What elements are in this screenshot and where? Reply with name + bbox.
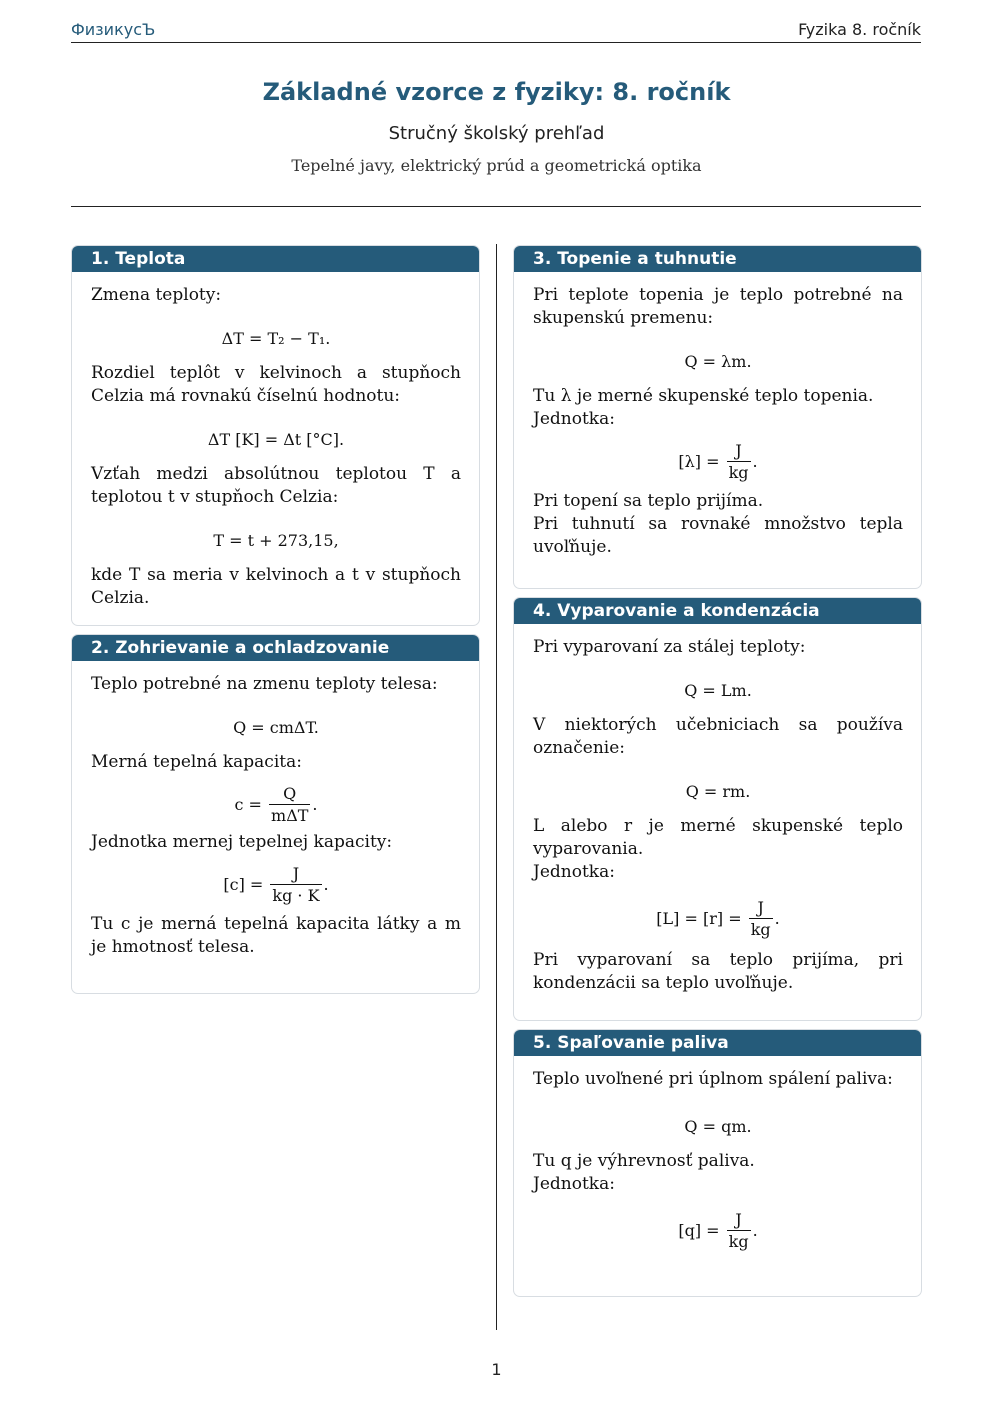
formula: Q = rm. (685, 782, 751, 801)
fraction-numerator: J (727, 1210, 751, 1231)
section-heading: 5. Spaľovanie paliva (514, 1030, 921, 1056)
header-brand: ФизикусЪ (71, 20, 156, 39)
fraction-numerator: J (270, 864, 321, 885)
formula: Q = cmΔT. (233, 718, 319, 737)
formula (533, 441, 903, 484)
section-text: Pri tuhnutí sa rovnaké množstvo tepla uvoľňuje. (533, 514, 903, 557)
section-text: L alebo r je merné skupenské teplo vyparovania. (533, 816, 903, 859)
formula (533, 898, 903, 941)
fraction (749, 898, 773, 941)
section-heading: 3. Topenie a tuhnutie (514, 246, 921, 272)
fraction-numerator: Q (269, 784, 310, 805)
header-course: Fyzika 8. ročník (798, 20, 921, 39)
fraction (269, 784, 310, 827)
formula-lhs: c = (234, 795, 262, 814)
section-heading: 4. Vyparovanie a kondenzácia (514, 598, 921, 624)
formula-tail: . (312, 795, 318, 814)
section-text: Vzťah medzi absolútnou teplotou T a teplotou t v stupňoch Celzia: (91, 464, 461, 507)
fraction-numerator: J (727, 441, 751, 462)
formula-lhs: [λ] = (678, 452, 720, 471)
fraction-denominator: kg (750, 920, 771, 939)
header-rule (71, 42, 921, 43)
formula-tail: . (752, 452, 758, 471)
formula (91, 784, 461, 827)
formula-lhs: [q] = (678, 1221, 720, 1240)
section-text: Rozdiel teplôt v kelvinoch a stupňoch Celzia má rovnakú číselnú hodnotu: (91, 363, 461, 406)
section-text: Zmena teploty: (91, 285, 222, 305)
section-vyparovanie (513, 597, 922, 1021)
section-zohrievanie (71, 634, 480, 994)
formula (91, 864, 461, 907)
fraction-numerator: J (749, 898, 773, 919)
section-text: Merná tepelná kapacita: (91, 752, 302, 772)
section-text: Pri topení sa teplo prijíma. (533, 491, 764, 511)
formula: T = t + 273,15, (213, 531, 339, 550)
formula: Q = Lm. (684, 681, 752, 700)
fraction-denominator: kg (728, 1232, 749, 1251)
section-text: Pri vyparovaní sa teplo prijíma, pri kondenzácii sa teplo uvoľňuje. (533, 950, 903, 993)
page-subtitle: Stručný školský prehľad (388, 123, 605, 144)
section-text: Tu c je merná tepelná kapacita látky a m je hmotnosť telesa. (91, 914, 461, 957)
section-text: Teplo uvoľnené pri úplnom spálení paliva: (533, 1069, 893, 1089)
formula: Q = qm. (684, 1117, 752, 1136)
fraction (727, 1210, 751, 1253)
formula: ΔT = T₂ − T₁. (221, 329, 331, 348)
formula-tail: . (323, 875, 329, 894)
formula-lhs: [L] = [r] = (656, 909, 742, 928)
section-text: Pri vyparovaní za stálej teploty: (533, 637, 806, 657)
formula: ΔT [K] = Δt [°C]. (207, 430, 345, 449)
formula-tail: . (752, 1221, 758, 1240)
section-text: Pri teplote topenia je teplo potrebné na skupenskú premenu: (533, 285, 903, 328)
fraction (270, 864, 321, 907)
title-rule (71, 206, 921, 207)
fraction-denominator: mΔT (271, 806, 309, 825)
section-text: Jednotka mernej tepelnej kapacity: (91, 832, 393, 852)
formula: Q = λm. (684, 352, 752, 371)
section-text: V niektorých učebniciach sa používa označenie: (533, 715, 903, 758)
section-text: Tu λ je merné skupenské teplo topenia. (533, 386, 874, 406)
section-topenie (513, 245, 922, 589)
section-text: Jednotka: (533, 862, 615, 882)
page-topics: Tepelné javy, elektrický prúd a geometrická optika (291, 156, 702, 175)
section-text: Tu q je výhrevnosť paliva. (533, 1151, 755, 1171)
section-teplota (71, 245, 480, 626)
fraction-denominator: kg · K (272, 886, 320, 905)
section-spalovanie (513, 1029, 922, 1297)
section-text: kde T sa meria v kelvinoch a t v stupňoch Celzia. (91, 565, 461, 608)
fraction-denominator: kg (728, 463, 749, 482)
page-title: Základné vzorce z fyziky: 8. ročník (262, 78, 731, 106)
section-text: Teplo potrebné na zmenu teploty telesa: (91, 674, 438, 694)
section-heading: 1. Teplota (72, 246, 479, 272)
page-number: 1 (491, 1360, 502, 1379)
section-text: Jednotka: (533, 409, 615, 429)
column-divider (496, 244, 497, 1330)
formula (533, 1210, 903, 1253)
formula-tail: . (774, 909, 780, 928)
fraction (727, 441, 751, 484)
section-heading: 2. Zohrievanie a ochladzovanie (72, 635, 479, 661)
formula-lhs: [c] = (223, 875, 264, 894)
section-text: Jednotka: (533, 1174, 615, 1194)
